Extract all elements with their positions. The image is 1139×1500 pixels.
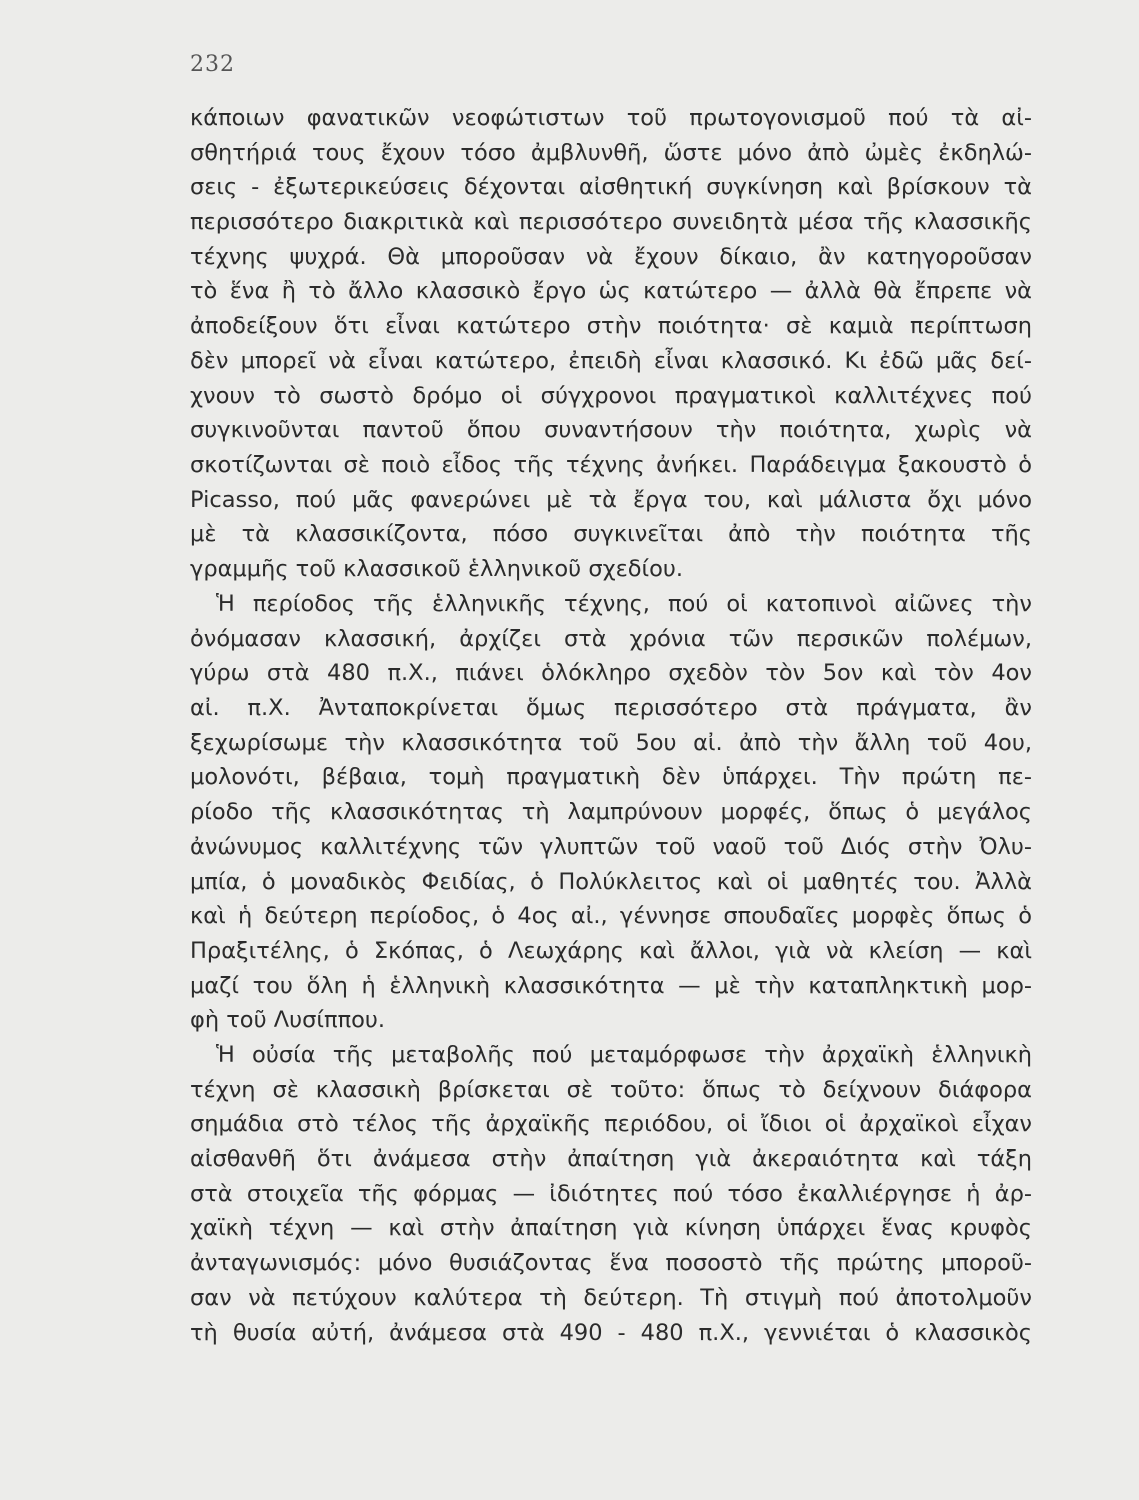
text-line: σημάδια στὸ τέλος τῆς ἀρχαϊκῆς περιόδου, οἱ ἴδιοι οἱ ἀρχαϊκοὶ εἶχαν xyxy=(190,1111,1032,1138)
paragraph-3 xyxy=(190,1038,1032,1350)
text-line: τὴ θυσία αὐτή, ἀνάμεσα στὰ 490 - 480 π.Χ., γεννιέται ὁ κλασσικὸς xyxy=(190,1319,1032,1346)
text-line: Ἡ οὐσία τῆς μεταβολῆς πού μεταμόρφωσε τὴν ἀρχαϊκὴ ἑλληνικὴ xyxy=(216,1042,1032,1068)
text-line: περισσότερο διακριτικὰ καὶ περισσότερο συνειδητὰ μέσα τῆς κλασσικῆς xyxy=(190,209,1032,236)
text-line: φὴ τοῦ Λυσίππου. xyxy=(190,1007,386,1034)
text-line: μὲ τὰ κλασσικίζοντα, πόσο συγκινεῖται ἀπὸ τὴν ποιότητα τῆς xyxy=(190,521,1032,548)
text-line: στὰ στοιχεῖα τῆς φόρμας — ἰδιότητες πού τόσο ἐκαλλιέργησε ἡ ἀρ- xyxy=(190,1180,1032,1207)
text-line: δὲν μπορεῖ νὰ εἶναι κατώτερο, ἐπειδὴ εἶναι κλασσικό. Κι ἐδῶ μᾶς δεί- xyxy=(190,347,1032,374)
text-line: ἀνώνυμος καλλιτέχνης τῶν γλυπτῶν τοῦ ναοῦ τοῦ Διός στὴν Ὀλυ- xyxy=(190,833,1032,860)
text-line: καὶ ἡ δεύτερη περίοδος, ὁ 4ος αἰ., γέννησε σπουδαῖες μορφὲς ὅπως ὁ xyxy=(190,903,1032,930)
paragraph-1 xyxy=(190,101,1032,587)
text-line: Ἡ περίοδος τῆς ἑλληνικῆς τέχνης, πού οἱ κατοπινοὶ αἰῶνες τὴν xyxy=(216,591,1032,617)
text-line: σαν νὰ πετύχουν καλύτερα τὴ δεύτερη. Τὴ στιγμὴ πού ἀποτολμοῦν xyxy=(190,1284,1032,1311)
text-line: ἀνταγωνισμός: μόνο θυσιάζοντας ἕνα ποσοστὸ τῆς πρώτης μποροῦ- xyxy=(190,1250,1032,1277)
text-line: τὸ ἕνα ἢ τὸ ἄλλο κλασσικὸ ἔργο ὡς κατώτερο — ἀλλὰ θὰ ἔπρεπε νὰ xyxy=(190,278,1032,305)
page-number: 232 xyxy=(190,52,235,77)
text-line: κάποιων φανατικῶν νεοφώτιστων τοῦ πρωτογονισμοῦ πού τὰ αἰ- xyxy=(190,105,1032,131)
text-line: αἰ. π.Χ. Ἀνταποκρίνεται ὅμως περισσότερο στὰ πράγματα, ἂν xyxy=(190,695,1032,722)
text-line: αἰσθανθῆ ὅτι ἀνάμεσα στὴν ἀπαίτηση γιὰ ἀκεραιότητα καὶ τάξη xyxy=(190,1146,1032,1173)
text-line: μαζί του ὅλη ἡ ἑλληνικὴ κλασσικότητα — μὲ τὴν καταπληκτικὴ μορ- xyxy=(190,972,1032,999)
text-line: ὀνόμασαν κλασσική, ἀρχίζει στὰ χρόνια τῶν περσικῶν πολέμων, xyxy=(190,625,1032,652)
text-line: ρίοδο τῆς κλασσικότητας τὴ λαμπρύνουν μορφές, ὅπως ὁ μεγάλος xyxy=(190,799,1032,826)
text-line: Πραξιτέλης, ὁ Σκόπας, ὁ Λεωχάρης καὶ ἄλλοι, γιὰ νὰ κλείση — καὶ xyxy=(190,937,1032,964)
text-line: τέχνης ψυχρά. Θὰ μποροῦσαν νὰ ἔχουν δίκαιο, ἂν κατηγοροῦσαν xyxy=(190,243,1032,270)
text-line: μολονότι, βέβαια, τομὴ πραγματικὴ δὲν ὑπάρχει. Τὴν πρώτη πε- xyxy=(190,764,1032,791)
text-line: Picasso, πού μᾶς φανερώνει μὲ τὰ ἔργα του, καὶ μάλιστα ὄχι μόνο xyxy=(190,486,1032,513)
text-line: ἀποδείξουν ὅτι εἶναι κατώτερο στὴν ποιότητα· σὲ καμιὰ περίπτωση xyxy=(190,313,1032,340)
text-line: σεις - ἐξωτερικεύσεις δέχονται αἰσθητική συγκίνηση καὶ βρίσκουν τὰ xyxy=(190,174,1032,201)
text-line: σκοτίζωνται σὲ ποιὸ εἶδος τῆς τέχνης ἀνήκει. Παράδειγμα ξακουστὸ ὁ xyxy=(190,451,1032,478)
text-line: χαϊκὴ τέχνη — καὶ στὴν ἀπαίτηση γιὰ κίνηση ὑπάρχει ἕνας κρυφὸς xyxy=(190,1215,1032,1242)
text-line: ξεχωρίσωμε τὴν κλασσικότητα τοῦ 5ου αἰ. ἀπὸ τὴν ἄλλη τοῦ 4ου, xyxy=(190,729,1032,756)
text-line: γύρω στὰ 480 π.Χ., πιάνει ὁλόκληρο σχεδὸν τὸν 5ον καὶ τὸν 4ον xyxy=(190,660,1032,687)
text-line: τέχνη σὲ κλασσικὴ βρίσκεται σὲ τοῦτο: ὅπως τὸ δείχνουν διάφορα xyxy=(190,1076,1032,1103)
text-line: μπία, ὁ μοναδικὸς Φειδίας, ὁ Πολύκλειτος καὶ οἱ μαθητές του. Ἀλλὰ xyxy=(190,868,1032,895)
text-line: σθητήριά τους ἔχουν τόσο ἀμβλυνθῆ, ὥστε μόνο ἀπὸ ὠμὲς ἐκδηλώ- xyxy=(190,139,1032,166)
paragraph-2 xyxy=(190,587,1032,1038)
text-line: συγκινοῦνται παντοῦ ὅπου συναντήσουν τὴν ποιότητα, χωρὶς νὰ xyxy=(190,417,1032,444)
text-line: χνουν τὸ σωστὸ δρόμο οἱ σύγχρονοι πραγματικοὶ καλλιτέχνες πού xyxy=(190,382,1032,409)
text-line: γραμμῆς τοῦ κλασσικοῦ ἑλληνικοῦ σχεδίου. xyxy=(190,555,684,582)
